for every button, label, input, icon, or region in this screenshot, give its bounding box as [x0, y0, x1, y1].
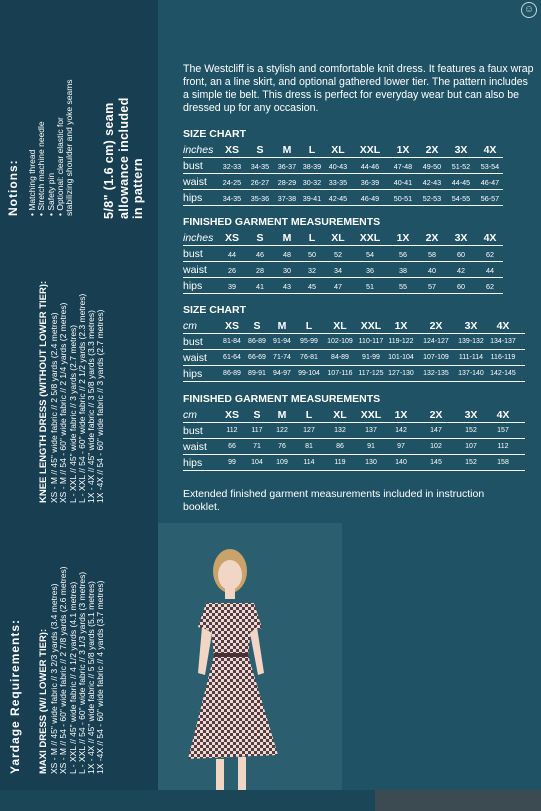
table-cell: 81-84 — [223, 338, 241, 345]
size-header-cell: XL — [333, 409, 347, 421]
table-cell: 89-91 — [248, 370, 266, 377]
table-cell: 99-104 — [298, 370, 320, 377]
table-cell: 28-29 — [277, 178, 297, 187]
seam-allowance-note — [102, 97, 146, 219]
footer-strip — [0, 790, 541, 811]
table-cell: 54-55 — [451, 194, 471, 203]
table-cell: 119 — [334, 459, 346, 466]
row-underline — [183, 349, 525, 350]
row-label: waist — [183, 441, 207, 453]
table-cell: 101-104 — [388, 354, 414, 361]
table-cell: 76 — [278, 443, 286, 450]
table-cell: 112 — [226, 427, 238, 434]
table-cell: 57 — [428, 282, 436, 291]
table-cell: 71-74 — [273, 354, 291, 361]
row-underline — [183, 261, 503, 262]
row-underline — [183, 245, 503, 246]
table-cell: 122 — [276, 427, 288, 434]
table-cell: 34-35 — [250, 162, 270, 171]
table-cell: 137 — [365, 427, 377, 434]
table-cell: 91-99 — [362, 354, 380, 361]
size-header-cell: XXL — [360, 320, 382, 332]
size-header-cell: XS — [224, 144, 239, 156]
table-cell: 42-43 — [422, 178, 442, 187]
table-cell: 91-94 — [273, 338, 291, 345]
size-header-cell: S — [253, 320, 261, 332]
table-cell: 46 — [256, 250, 264, 259]
table-cell: 112 — [497, 443, 509, 450]
table-cell: 94-97 — [273, 370, 291, 377]
size-header-cell: 4X — [496, 320, 510, 332]
table-cell: 62 — [486, 282, 494, 291]
table-cell: 142-145 — [490, 370, 516, 377]
table-title: FINISHED GARMENT MEASUREMENTS — [183, 393, 381, 405]
unit-label: inches — [183, 232, 214, 244]
table-cell: 32-33 — [222, 162, 242, 171]
size-header-cell: L — [305, 409, 313, 421]
size-header-cell: XL — [331, 144, 345, 156]
table-cell: 56 — [399, 250, 407, 259]
row-label: hips — [183, 457, 203, 469]
table-cell: 127-130 — [388, 370, 414, 377]
size-header-cell: M — [277, 409, 287, 421]
size-header-cell: XS — [224, 409, 239, 421]
table-cell: 42 — [457, 266, 465, 275]
size-header-cell: XS — [224, 320, 239, 332]
table-cell: 109 — [276, 459, 288, 466]
table-cell: 50-51 — [393, 194, 413, 203]
size-header-cell: S — [256, 144, 264, 156]
row-underline — [183, 293, 503, 294]
table-cell: 152 — [465, 427, 477, 434]
row-underline — [183, 205, 503, 206]
table-cell: 130 — [365, 459, 377, 466]
table-cell: 33-35 — [328, 178, 348, 187]
table-cell: 35-36 — [250, 194, 270, 203]
size-header-cell: L — [308, 144, 316, 156]
table-cell: 132-135 — [423, 370, 449, 377]
row-underline — [183, 454, 525, 455]
table-header-row — [183, 144, 513, 158]
table-cell: 44-46 — [360, 162, 380, 171]
unit-label: cm — [183, 320, 197, 332]
table-cell: 38 — [399, 266, 407, 275]
table-cell: 134-137 — [490, 338, 516, 345]
table-cell: 30 — [283, 266, 291, 275]
intro-paragraph: The Westcliff is a stylish and comfortable knit dress. It features a faux wrap front, an a line skirt, and optional gathered lower tier. The pattern includes a simple tie belt. This dress is perfect for everyday wear but can also be dressed up for any occasion. — [183, 63, 534, 114]
table-cell: 41 — [256, 282, 264, 291]
size-header-cell: 2X — [425, 232, 439, 244]
table-cell: 46-47 — [480, 178, 500, 187]
size-header-cell: 1X — [396, 144, 410, 156]
table-cell: 66 — [228, 443, 236, 450]
table-cell: 140 — [395, 459, 407, 466]
table-row-hips — [183, 457, 533, 471]
table-header-row — [183, 409, 513, 423]
maxi-line: XS - M // 54 - 60" wide fabric // 2 7/8 yards (2.6 metres) — [58, 566, 69, 774]
table-cell: 114 — [303, 459, 315, 466]
table-cell: 117-125 — [358, 370, 384, 377]
table-cell: 107-109 — [423, 354, 449, 361]
row-label: bust — [183, 248, 203, 260]
row-underline — [183, 333, 525, 334]
table-row-bust — [183, 248, 533, 262]
maxi-line: L - XXL // 54 - 60" wide fabric // 3 1/3 yards (3 metres) — [76, 571, 87, 774]
table-cell: 44 — [228, 250, 236, 259]
unit-label: inches — [183, 144, 214, 156]
table-header-row — [183, 320, 513, 334]
table-cell: 58 — [428, 250, 436, 259]
size-header-cell: XXL — [359, 232, 381, 244]
table-cell: 102 — [430, 443, 442, 450]
table-cell: 26-27 — [250, 178, 270, 187]
row-label: bust — [183, 160, 203, 172]
row-underline — [183, 381, 525, 382]
maxi-line: XS - M // 45" wide fabric // 3 2/3 yards (3.4 metres) — [49, 583, 59, 774]
table-cell: 53-54 — [480, 162, 500, 171]
size-header-cell: S — [253, 409, 261, 421]
table-cell: 37-38 — [277, 194, 297, 203]
maxi-line: L - XXL // 45" wide fabric // 4 1/2 yards (4.1 metres) — [67, 581, 78, 774]
row-label: waist — [183, 176, 207, 188]
size-header-cell: 2X — [429, 409, 443, 421]
size-header-cell: 4X — [496, 409, 510, 421]
table-cell: 152 — [465, 459, 477, 466]
extended-measurements-note: Extended finished garment measurements included in instruction booklet. — [183, 488, 485, 513]
table-cell: 52-53 — [422, 194, 442, 203]
size-header-cell: XXL — [359, 144, 381, 156]
table-row-bust — [183, 336, 533, 350]
table-cell: 84-89 — [331, 354, 349, 361]
table-cell: 91 — [367, 443, 375, 450]
table-cell: 28 — [256, 266, 264, 275]
size-header-cell: 1X — [396, 232, 410, 244]
table-cell: 62 — [486, 250, 494, 259]
knee-line: XS - M // 45" wide fabric // 2 5/8 yards (2.4 metres) — [49, 312, 59, 503]
table-cell: 42-45 — [328, 194, 348, 203]
row-underline — [183, 277, 503, 278]
table-cell: 47-48 — [393, 162, 413, 171]
table-cell: 26 — [228, 266, 236, 275]
table-cell: 34 — [334, 266, 342, 275]
table-cell: 95-99 — [300, 338, 318, 345]
table-cell: 111-114 — [458, 354, 484, 361]
size-header-cell: XL — [333, 320, 347, 332]
notions-title: Notions: — [6, 159, 20, 216]
maxi-line: 1X - 4X // 45" wide fabric // 5 5/8 yards (5.1 metres) — [86, 581, 97, 774]
row-label: hips — [183, 280, 203, 292]
row-label: hips — [183, 368, 203, 380]
seam-line: 5/8" (1.6 cm) seam — [102, 102, 116, 219]
table-cell: 132 — [334, 427, 346, 434]
maxi-title: MAXI DRESS (W/ LOWER TIER): — [38, 628, 49, 774]
table-cell: 102-109 — [327, 338, 353, 345]
table-cell: 139-132 — [458, 338, 484, 345]
table-cell: 51 — [366, 282, 374, 291]
table-cell: 61-64 — [223, 354, 241, 361]
maxi-line: 1X -4X // 54 - 60" wide fabric // 4 yards (3.7 metres) — [95, 580, 106, 774]
table-row-bust — [183, 425, 533, 439]
table-cell: 43 — [283, 282, 291, 291]
knee-line: L - XXL // 45" wide fabric // 3 yards (2.7 metres) — [67, 324, 78, 503]
row-underline — [183, 470, 525, 471]
table-cell: 86 — [336, 443, 344, 450]
table-cell: 56-57 — [480, 194, 500, 203]
table-cell: 48 — [283, 250, 291, 259]
table-cell: 116-119 — [490, 354, 516, 361]
table-cell: 60 — [457, 282, 465, 291]
table-cell: 86-89 — [223, 370, 241, 377]
table-cell: 49-50 — [422, 162, 442, 171]
table-row-bust — [183, 160, 533, 174]
footer-dark-block — [375, 790, 541, 811]
row-label: bust — [183, 336, 203, 348]
table-cell: 145 — [430, 459, 442, 466]
table-cell: 52 — [334, 250, 342, 259]
table-cell: 158 — [497, 459, 509, 466]
table-cell: 32 — [308, 266, 316, 275]
smiley-icon[interactable]: ☺ — [521, 2, 537, 18]
yardage-title-block — [8, 619, 22, 774]
size-header-cell: 3X — [454, 144, 468, 156]
table-cell: 157 — [497, 427, 509, 434]
size-header-cell: 1X — [394, 409, 408, 421]
table-cell: 147 — [430, 427, 442, 434]
table-cell: 40-43 — [328, 162, 348, 171]
size-header-cell: M — [282, 232, 292, 244]
knee-line: L - XXL // 54 - 60" wide fabric // 2 1/2 yards (2.3 metres) — [76, 293, 87, 503]
table-cell: 46-49 — [360, 194, 380, 203]
table-row-waist — [183, 264, 533, 278]
notions-block — [6, 159, 20, 216]
table-cell: 55 — [399, 282, 407, 291]
size-header-cell: 3X — [464, 320, 478, 332]
table-cell: 47 — [334, 282, 342, 291]
row-label: waist — [183, 264, 207, 276]
notions-item: • Optional: clear elastic for — [54, 117, 65, 216]
notions-list — [28, 79, 74, 216]
table-row-hips — [183, 192, 533, 206]
table-cell: 104 — [251, 459, 263, 466]
table-cell: 50 — [308, 250, 316, 259]
row-underline — [183, 438, 525, 439]
table-cell: 97 — [397, 443, 405, 450]
size-header-cell: XS — [224, 232, 239, 244]
table-cell: 142 — [395, 427, 407, 434]
unit-label: cm — [183, 409, 197, 421]
table-row-waist — [183, 352, 533, 366]
size-header-cell: L — [305, 320, 313, 332]
yardage-title: Yardage Requirements: — [8, 618, 22, 774]
row-label: bust — [183, 425, 203, 437]
table-cell: 99 — [228, 459, 236, 466]
size-header-cell: M — [277, 320, 287, 332]
row-underline — [183, 422, 525, 423]
model-photo — [158, 523, 342, 790]
knee-length-block — [38, 281, 106, 503]
dress-illustration — [158, 523, 342, 790]
size-header-cell: 1X — [394, 320, 408, 332]
table-row-hips — [183, 368, 533, 382]
table-cell: 71 — [253, 443, 261, 450]
table-cell: 34-35 — [222, 194, 242, 203]
size-header-cell: 2X — [429, 320, 443, 332]
table-cell: 36-39 — [360, 178, 380, 187]
size-header-cell: XL — [331, 232, 345, 244]
size-header-cell: 2X — [425, 144, 439, 156]
table-cell: 107-116 — [327, 370, 353, 377]
seam-line: in pattern — [131, 158, 145, 219]
knee-length-title: KNEE LENGTH DRESS (WITHOUT LOWER TIER): — [38, 280, 49, 503]
table-cell: 39-41 — [302, 194, 322, 203]
notions-item: • Stretch machine needle — [36, 121, 47, 216]
size-header-cell: 3X — [464, 409, 478, 421]
table-cell: 117 — [251, 427, 263, 434]
table-title: FINISHED GARMENT MEASUREMENTS — [183, 216, 381, 228]
notions-item: stabilizing shoulder and yoke seams — [64, 79, 75, 216]
table-cell: 36-37 — [277, 162, 297, 171]
table-cell: 44 — [486, 266, 494, 275]
table-cell: 51-52 — [451, 162, 471, 171]
table-cell: 107 — [465, 443, 477, 450]
table-cell: 45 — [308, 282, 316, 291]
maxi-dress-block — [38, 566, 106, 774]
row-label: hips — [183, 192, 203, 204]
table-cell: 124-127 — [423, 338, 449, 345]
table-cell: 39 — [228, 282, 236, 291]
row-underline — [183, 365, 525, 366]
row-underline — [183, 173, 503, 174]
table-cell: 38-39 — [302, 162, 322, 171]
seam-line: allowance included — [116, 97, 131, 219]
row-underline — [183, 157, 503, 158]
table-cell: 66-69 — [248, 354, 266, 361]
size-header-cell: 4X — [483, 232, 497, 244]
table-cell: 110-117 — [358, 338, 384, 345]
table-title: SIZE CHART — [183, 128, 246, 140]
table-row-waist — [183, 176, 533, 190]
table-cell: 54 — [366, 250, 374, 259]
table-cell: 36 — [366, 266, 374, 275]
table-cell: 137-140 — [458, 370, 484, 377]
table-row-hips — [183, 280, 533, 294]
table-title: SIZE CHART — [183, 304, 246, 316]
table-cell: 81 — [305, 443, 313, 450]
size-header-cell: M — [282, 144, 292, 156]
table-cell: 24-25 — [222, 178, 242, 187]
row-label: waist — [183, 352, 207, 364]
table-cell: 40-41 — [393, 178, 413, 187]
size-header-cell: S — [256, 232, 264, 244]
notions-item: • Matching thread — [27, 149, 37, 216]
size-header-cell: L — [308, 232, 316, 244]
table-cell: 44-45 — [451, 178, 471, 187]
table-row-waist — [183, 441, 533, 455]
size-header-cell: 4X — [483, 144, 497, 156]
knee-line: XS - M // 54 - 60" wide fabric // 2 1/4 yards (2 metres) — [58, 302, 69, 503]
table-cell: 60 — [457, 250, 465, 259]
notions-item: • Safety pin — [45, 172, 56, 216]
table-cell: 30-32 — [302, 178, 322, 187]
knee-line: 1X - 4X // 45" wide fabric // 3 5/8 yards (3.3 metres) — [86, 310, 97, 503]
knee-line: 1X -4X // 54 - 60" wide fabric // 3 yards (2.7 metres) — [95, 309, 106, 503]
table-cell: 119-122 — [388, 338, 414, 345]
table-cell: 86-89 — [248, 338, 266, 345]
table-cell: 76-81 — [300, 354, 318, 361]
table-cell: 40 — [428, 266, 436, 275]
row-underline — [183, 189, 503, 190]
size-header-cell: 3X — [454, 232, 468, 244]
table-cell: 127 — [303, 427, 315, 434]
size-header-cell: XXL — [360, 409, 382, 421]
table-header-row — [183, 232, 513, 246]
